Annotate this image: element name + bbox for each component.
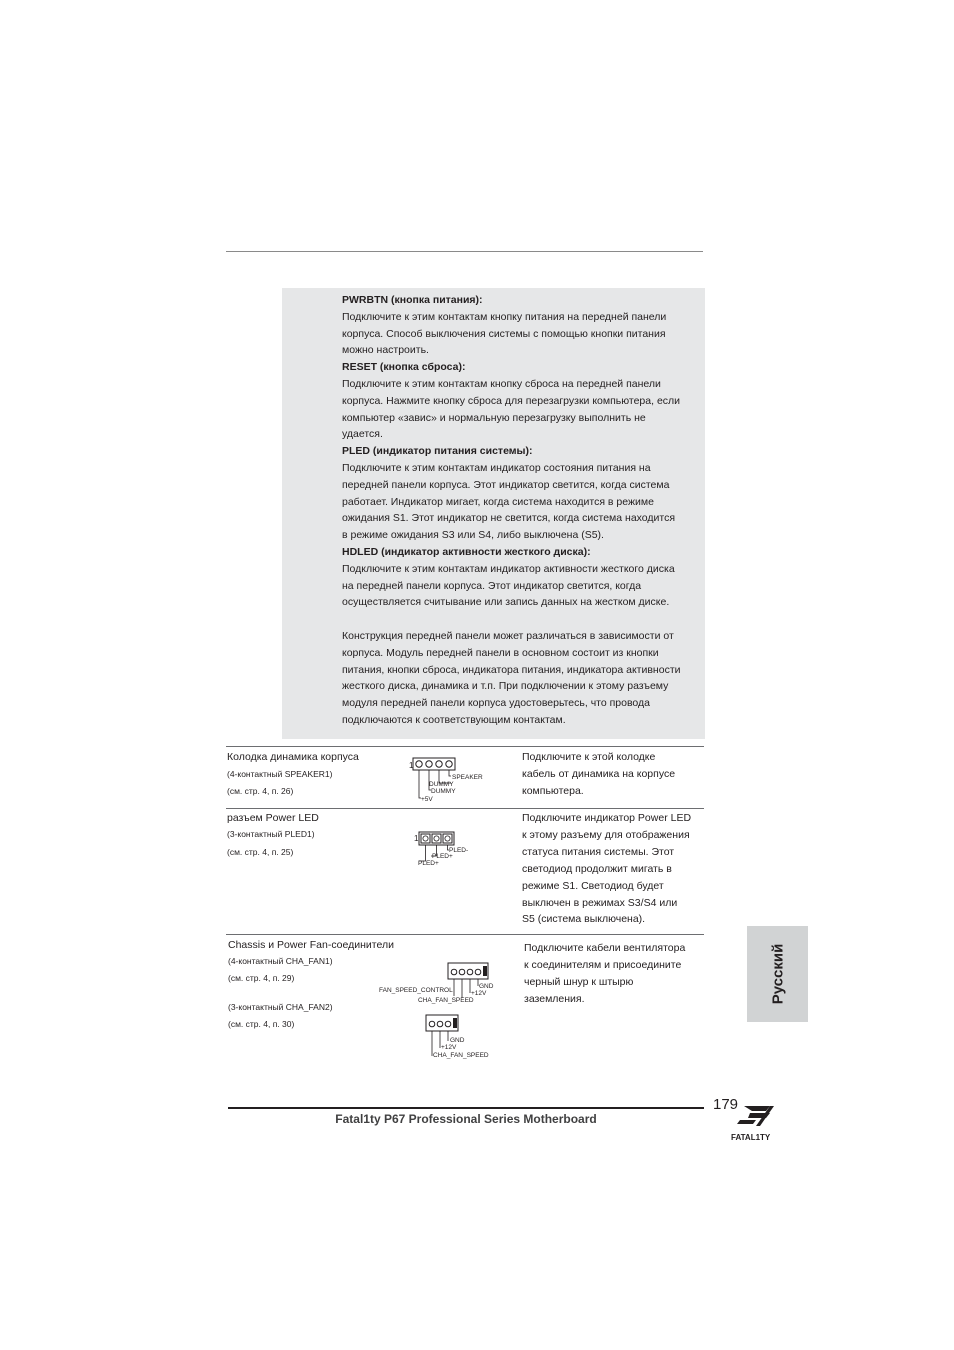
desc-line: режиме S1. Светодиод будет <box>522 879 664 892</box>
pin1-label: 1 <box>409 761 414 770</box>
pin-label: DUMMY <box>429 781 454 788</box>
desc-line: к этому разъему для отображения <box>522 828 690 841</box>
fan-title: Chassis и Power Fan-соединители <box>228 939 394 951</box>
pin-label: PLED+ <box>418 860 439 867</box>
body-line: удается. <box>342 428 383 441</box>
section-heading: HDLED (индикатор активности жесткого диска): <box>342 545 591 558</box>
desc-line: Подключите к этой колодке <box>522 751 656 763</box>
body-line: Подключите к этим контактам индикатор активности жесткого диска <box>342 562 675 575</box>
body-line: в режиме ожидания S3 или S4, либо выключена (S5). <box>342 529 604 542</box>
desc-line: Подключите кабели вентилятора <box>524 942 686 954</box>
row-divider <box>226 808 704 809</box>
desc-line: кабель от динамика на корпусе <box>522 767 676 780</box>
speaker-header-diagram <box>405 752 495 806</box>
body-line: компьютер «завис» и нормальную перезагрузку выполнить не <box>342 411 646 424</box>
footer-title: Fatal1ty P67 Professional Series Motherboard <box>335 1112 597 1126</box>
body-line: Подключите к этим контактам кнопку питания на передней панели <box>342 310 667 323</box>
pin-label: CHA_FAN_SPEED <box>433 1052 489 1059</box>
pin-label: PLED- <box>449 847 469 854</box>
fan-description <box>524 940 685 1008</box>
pin <box>446 761 452 767</box>
pled-title: разъем Power LED <box>227 812 319 824</box>
desc-line: компьютера. <box>522 784 584 797</box>
pin-label: DUMMY <box>431 788 456 795</box>
pled-ref: (см. стр. 4, п. 25) <box>227 847 294 857</box>
desc-line: выключен в режимах S3/S4 или <box>522 896 678 909</box>
speaker-model: (4-контактный SPEAKER1) <box>227 769 333 779</box>
pin-label: +12V <box>471 990 487 997</box>
body-line: питания, кнопки сброса, индикатора питания, индикатора активности <box>342 663 681 676</box>
pin-label: GND <box>450 1037 465 1044</box>
body-line: корпуса. Модуль передней панели в основном состоит из кнопки <box>342 646 659 659</box>
pin <box>475 969 481 975</box>
pin-label: FAN_SPEED_CONTROL <box>379 987 453 994</box>
language-label: Русский <box>769 943 786 1005</box>
row-divider <box>226 934 704 935</box>
row-divider <box>226 746 704 747</box>
footer-rule <box>228 1107 704 1109</box>
body-line: Конструкция передней панели может различаться в зависимости от <box>342 629 674 642</box>
speaker-title: Колодка динамика корпуса <box>227 751 359 763</box>
pin <box>459 969 465 975</box>
pin <box>445 1021 451 1027</box>
pin <box>451 969 457 975</box>
pin-label: CHA_FAN_SPEED <box>418 997 474 1004</box>
section-heading: PLED (индикатор питания системы): <box>342 445 533 458</box>
fan1-model: (4-контактный CHA_FAN1) <box>228 956 333 966</box>
pin <box>426 761 432 767</box>
desc-line: S5 (система выключена). <box>522 913 646 926</box>
intro-text <box>342 292 706 729</box>
body-line: Подключите к этим контактам кнопку сброса на передней панели <box>342 377 661 390</box>
pin-label: GND <box>479 983 494 990</box>
fan2-model: (3-контактный CHA_FAN2) <box>228 1002 333 1012</box>
desc-line: черный шнур к штырю <box>524 975 634 988</box>
desc-line: светодиод продолжит мигать в <box>522 862 672 875</box>
speaker-ref: (см. стр. 4, п. 26) <box>227 786 294 796</box>
body-line: подключаются к соответствующим контактам. <box>342 713 566 726</box>
body-line: осуществляется считывание или запись данных на жестком диске. <box>342 596 670 609</box>
desc-line: к соединителям и присоедините <box>524 958 682 971</box>
logo-text: FATAL1TY <box>731 1133 771 1142</box>
body-line: на передней панели корпуса. Этот индикатор светится, когда <box>342 579 642 592</box>
pin <box>437 1021 443 1027</box>
desc-line: статуса питания системы. Этот <box>522 845 675 858</box>
desc-line: заземления. <box>524 992 585 1005</box>
paragraph-gap <box>342 611 706 628</box>
body-line: можно настроить. <box>342 344 429 357</box>
body-line: ожидания S1. Этот индикатор не светится, когда система находится <box>342 512 676 525</box>
pin-label: PLED+ <box>432 853 453 860</box>
pin <box>429 1021 435 1027</box>
pin-label: +12V <box>441 1044 457 1051</box>
pin-label: +5V <box>421 796 433 803</box>
pin1-label: 1 <box>414 834 419 843</box>
body-line: передней панели корпуса. Этот индикатор светится, когда система <box>342 478 670 491</box>
fan1-header-diagram <box>376 960 506 1008</box>
pin <box>416 761 422 767</box>
fan2-ref: (см. стр. 4, п. 30) <box>228 1019 295 1029</box>
top-rule <box>226 251 703 252</box>
body-line: корпуса. Способ выключения системы с помощью кнопки питания <box>342 327 666 340</box>
pin <box>436 761 442 767</box>
body-line: модуля передней панели корпуса удостоверьтесь, что провода <box>342 697 651 710</box>
fan2-header-diagram <box>420 1012 510 1062</box>
section-heading: PWRBTN (кнопка питания): <box>342 294 483 306</box>
body-line: жесткого диска, динамика и т.п. При подключении к этому разъему <box>342 680 669 693</box>
pled-model: (3-контактный PLED1) <box>227 829 315 839</box>
speaker-description <box>522 749 675 800</box>
section-heading: RESET (кнопка сброса): <box>342 361 466 374</box>
language-tab <box>747 926 808 1022</box>
pled-header-diagram <box>410 828 480 870</box>
pled-description <box>522 810 691 928</box>
pin-label: SPEAKER <box>452 774 483 781</box>
fatal1ty-logo <box>726 1104 788 1144</box>
desc-line: Подключите индикатор Power LED <box>522 812 692 824</box>
pin <box>467 969 473 975</box>
body-line: работает. Индикатор мигает, когда система находится в режиме <box>342 495 654 508</box>
fan1-ref: (см. стр. 4, п. 29) <box>228 973 295 983</box>
body-line: Подключите к этим контактам индикатор состояния питания на <box>342 461 651 474</box>
page-number: 179 <box>713 1096 739 1113</box>
body-line: корпуса. Нажмите кнопку сброса для перезагрузки компьютера, если <box>342 394 681 407</box>
